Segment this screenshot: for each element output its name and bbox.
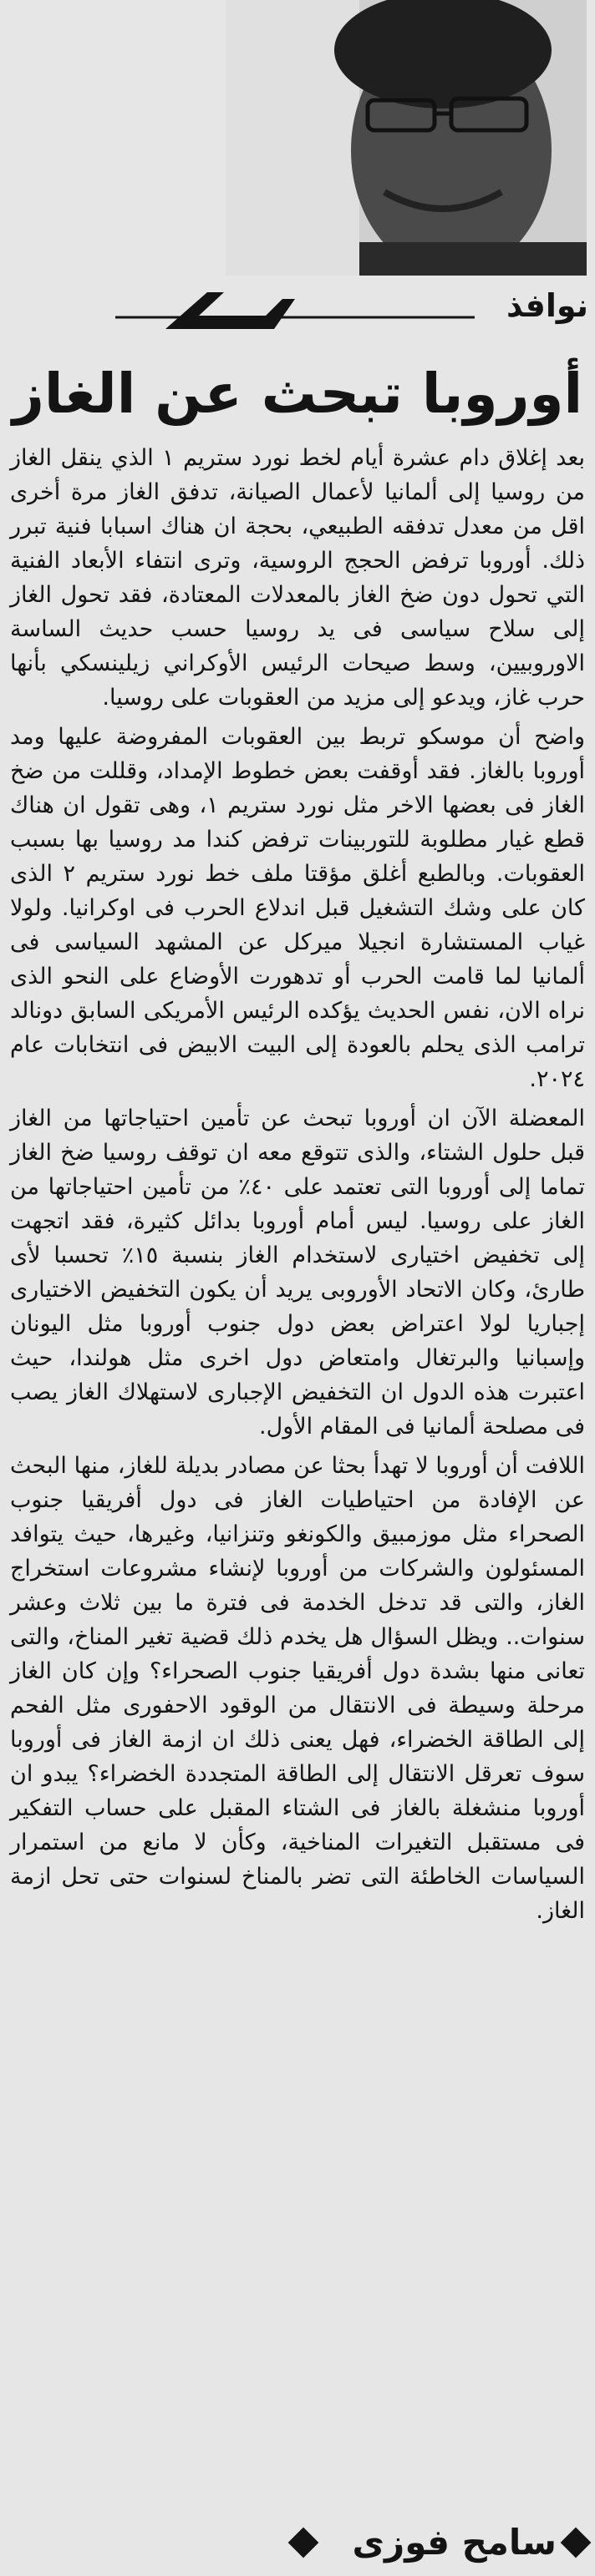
author-signature xyxy=(125,2513,590,2572)
paragraph-3: المعضلة الآن ان أوروبا تبحث عن تأمين احتياجاتها من الغاز قبل حلول الشتاء، والذى تتوقع معه ان توقف روسيا ضخ الغاز تماما إلى أوروبا التى تعتمد على ٤٠٪ من تأمين احتياجاتها من الغاز على روسيا. ليس أمام أوروبا بدائل كثيرة، فقد اتجهت إلى تخفيض اختيارى لاستخدام الغاز بنسبة ١٥٪ تحسبا لأى طارئ، وكان الاتحاد الأوروبى يريد أن يكون التخفيض الاختيارى إجباريا لولا اعتراض بعض دول جنوب أوروبا مثل اليونان وإسبانيا والبرتغال وامتعاض دول اخرى مثل هولندا، حيث اعتبرت هذه الدول ان التخفيض الإجبارى لاستهلاك الغاز يصب فى مصلحة ألمانيا فى المقام الأول. xyxy=(10,1106,585,1440)
paragraph-4: اللافت أن أوروبا لا تهدأ بحثا عن مصادر بديلة للغاز، منها البحث عن الإفادة من احتياطيات الغاز فى دول أفريقيا جنوب الصحراء مثل موزمبيق والكونغو وتنزانيا، وغيرها، حيث يتوافد المسئولون والشركات من أوروبا لإنشاء مشروعات استخراج الغاز، والتى قد تدخل الخدمة فى فترة ما بين ثلاث وعشر سنوات.. ويظل السؤال هل يخدم ذلك قضية تغير المناخ، والتى تعانى منها بشدة دول أفريقيا جنوب الصحراء؟ وإن كان الغاز مرحلة وسيطة فى الانتقال من الوقود الاحفورى مثل الفحم إلى الطاقة الخضراء، فهل يعنى ذلك ان ازمة الغاز فى أوروبا سوف تعرقل الانتقال إلى الطاقة المتجددة الخضراء؟ يبدو ان أوروبا منشغلة بالغاز فى الشتاء المقبل على حساب التفكير فى مستقبل التغيرات المناخية، وكأن لا مانع من استمرار السياسات الخاطئة التى تضر بالمناخ لسنوات حتى تحل ازمة الغاز. xyxy=(10,1453,585,1924)
paragraph-1: بعد إغلاق دام عشرة أيام لخط نورد ستريم ١ الذي ينقل الغاز من روسيا إلى ألمانيا لأعمال الصيانة، تدفق الغاز مرة أخرى اقل من معدل تدفقه الطبيعي، بحجة ان هناك اسبابا فنية تبرر ذلك. أوروبا ترفض الحجج الروسية، وترى انتفاء الأبعاد الفنية التي تحول دون ضخ الغاز بالمعدلات المعتادة، فقد تحول الغاز إلى سلاح سياسى فى يد روسيا حسب حديث الساسة الاوروبيين، وسط صيحات الرئيس الأوكراني زيلينسكي بأنها حرب غاز، ويدعو إلى مزيد من العقوبات على روسيا. xyxy=(10,445,585,711)
article-body xyxy=(10,441,585,1928)
diamond-bullet-icon xyxy=(288,2528,319,2558)
author-photo xyxy=(226,0,587,276)
author-portrait-icon xyxy=(226,0,587,276)
article-headline: أوروبا تبحث عن الغاز xyxy=(12,362,583,426)
paragraph-2: واضح أن موسكو تربط بين العقوبات المفروضة عليها ومد أوروبا بالغاز. فقد أوقفت بعض خطوط الإمداد، وقللت من ضخ الغاز فى بعضها الاخر مثل نورد ستريم ١، وهى تقول ان هناك قطع غيار مطلوبة للتوربينات ترفض كندا مد روسيا بها بسبب العقوبات. وبالطبع أغلق مؤقتا ملف خط نورد ستريم ٢ الذى كان على وشك التشغيل قبل اندلاع الحرب فى اوكرانيا. ولولا غياب المستشارة انجيلا ميركل عن المشهد السياسى فى ألمانيا لما قامت الحرب أو تدهورت الأوضاع على النحو الذى نراه الان، نفس الحديث يؤكده الرئيس الأمريكى السابق دونالد ترامب الذى يحلم بالعودة إلى البيت الابيض فى انتخابات عام ٢٠٢٤. xyxy=(10,724,585,1092)
diamond-bullet-icon xyxy=(561,2528,592,2558)
column-name: نوافذ xyxy=(506,287,588,324)
author-name: سامح فوزى xyxy=(352,2522,557,2563)
